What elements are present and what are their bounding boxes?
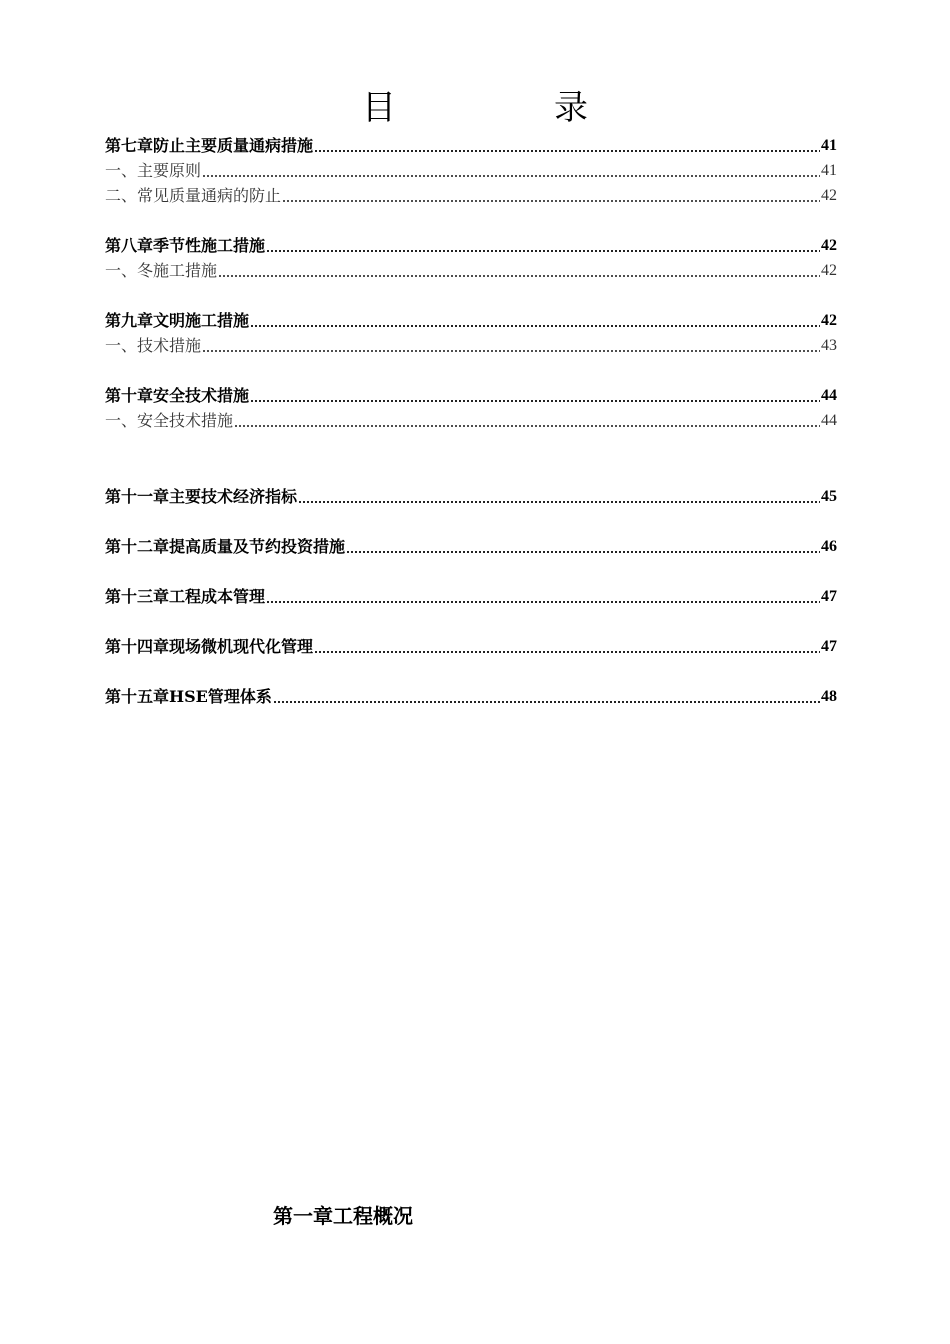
toc-entry-chapter-10[interactable] xyxy=(105,382,837,407)
dot-leader xyxy=(202,350,820,352)
table-of-contents xyxy=(105,132,837,708)
dot-leader xyxy=(282,200,820,202)
toc-entry-label: 一、冬施工措施 xyxy=(105,261,218,280)
toc-entry-label: 二、常见质量通病的防止 xyxy=(105,186,282,205)
toc-entry-page: 42 xyxy=(821,187,837,204)
dot-leader xyxy=(273,701,820,703)
dot-leader xyxy=(234,425,820,427)
dot-leader xyxy=(346,551,820,553)
toc-entry-page: 41 xyxy=(821,137,837,154)
toc-entry-section[interactable] xyxy=(105,332,837,357)
toc-entry-page: 43 xyxy=(821,337,837,354)
toc-title: 目 录 xyxy=(362,88,650,128)
toc-entry-page: 45 xyxy=(821,488,837,505)
dot-leader xyxy=(250,400,820,402)
spacer xyxy=(105,658,837,683)
spacer xyxy=(105,558,837,583)
toc-entry-label: 第十三章工程成本管理 xyxy=(105,587,266,606)
dot-leader xyxy=(314,150,820,152)
toc-entry-section[interactable] xyxy=(105,407,837,432)
chapter-heading: 第一章工程概况 xyxy=(273,1204,413,1228)
toc-entry-label: 第十章安全技术措施 xyxy=(105,386,250,405)
spacer xyxy=(105,282,837,307)
toc-entry-chapter-8[interactable] xyxy=(105,232,837,257)
spacer xyxy=(105,608,837,633)
toc-entry-label: 第七章防止主要质量通病措施 xyxy=(105,136,314,155)
dot-leader xyxy=(266,250,820,252)
toc-entry-page: 46 xyxy=(821,538,837,555)
toc-entry-section[interactable] xyxy=(105,157,837,182)
toc-entry-page: 42 xyxy=(821,312,837,329)
dot-leader xyxy=(218,275,820,277)
toc-entry-label: 第十二章提高质量及节约投资措施 xyxy=(105,537,346,556)
dot-leader xyxy=(298,501,820,503)
toc-entry-page: 44 xyxy=(821,387,837,404)
toc-entry-label: 一、技术措施 xyxy=(105,336,202,355)
dot-leader xyxy=(266,601,820,603)
toc-entry-chapter-12[interactable] xyxy=(105,533,837,558)
toc-entry-label: 第十五章HSE管理体系 xyxy=(105,687,272,706)
toc-entry-label: 第十一章主要技术经济指标 xyxy=(105,487,298,506)
toc-entry-section[interactable] xyxy=(105,182,837,207)
spacer xyxy=(105,432,837,483)
toc-entry-label: 一、主要原则 xyxy=(105,161,202,180)
spacer xyxy=(105,508,837,533)
toc-entry-page: 41 xyxy=(821,162,837,179)
dot-leader xyxy=(314,651,820,653)
toc-entry-page: 48 xyxy=(821,688,837,705)
toc-entry-page: 42 xyxy=(821,262,837,279)
toc-entry-label: 第十四章现场微机现代化管理 xyxy=(105,637,314,656)
toc-entry-page: 44 xyxy=(821,412,837,429)
toc-entry-chapter-11[interactable] xyxy=(105,483,837,508)
toc-entry-page: 47 xyxy=(821,638,837,655)
toc-entry-chapter-13[interactable] xyxy=(105,583,837,608)
spacer xyxy=(105,357,837,382)
toc-entry-chapter-14[interactable] xyxy=(105,633,837,658)
toc-entry-label: 第八章季节性施工措施 xyxy=(105,236,266,255)
toc-entry-chapter-9[interactable] xyxy=(105,307,837,332)
toc-entry-chapter-15[interactable] xyxy=(105,683,837,708)
spacer xyxy=(105,207,837,232)
toc-entry-label: 第九章文明施工措施 xyxy=(105,311,250,330)
dot-leader xyxy=(250,325,820,327)
toc-entry-page: 47 xyxy=(821,588,837,605)
dot-leader xyxy=(202,175,820,177)
toc-entry-chapter-7[interactable] xyxy=(105,132,837,157)
toc-entry-label: 一、安全技术措施 xyxy=(105,411,234,430)
toc-entry-page: 42 xyxy=(821,237,837,254)
toc-entry-section[interactable] xyxy=(105,257,837,282)
